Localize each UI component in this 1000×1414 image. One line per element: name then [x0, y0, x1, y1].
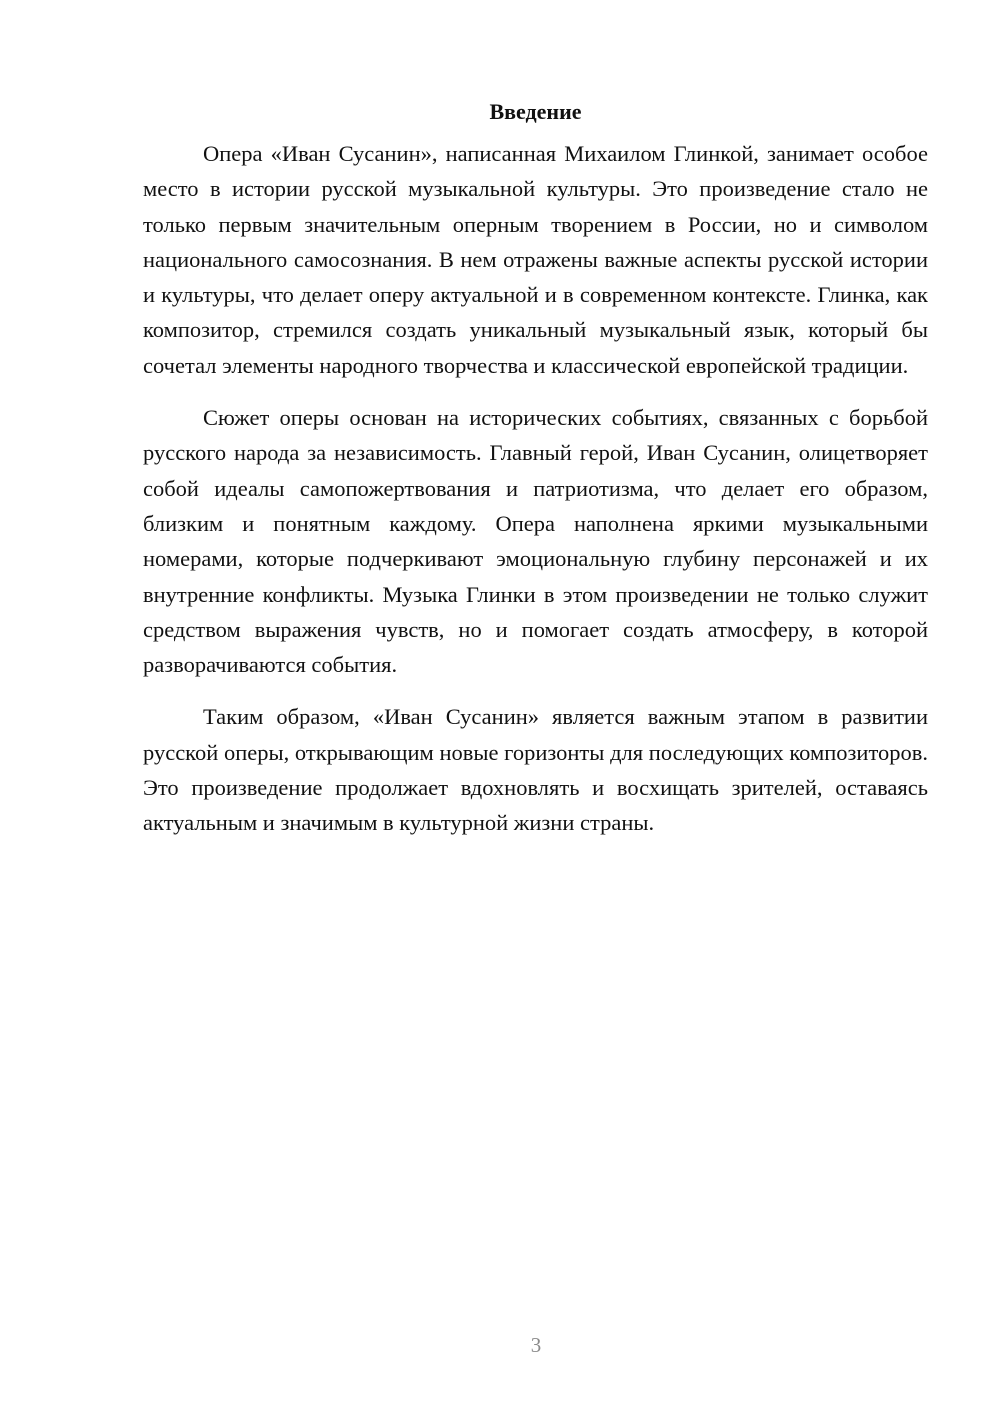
- paragraph-conclusion: Таким образом, «Иван Сусанин» является важным этапом в развитии русской оперы, открывающим новые горизонты для последующих композиторов. Это произведение продолжает вдохновлять и восхищать зрителей, оставаясь актуальным и значимым в культурной жизни страны.: [143, 704, 928, 836]
- page-number: 3: [530, 1333, 542, 1357]
- page-content: [143, 96, 928, 858]
- paragraph-plot: Сюжет оперы основан на исторических событиях, связанных с борьбой русского народа за независимость. Главный герой, Иван Сусанин, олицетворяет собой идеалы самопожертвования и патриотизма, что делает его образом, близким и понятным каждому. Опера наполнена яркими музыкальными номерами, которые подчеркивают эмоциональную глубину персонажей и их внутренние конфликты. Музыка Глинки в этом произведении не только служит средством выражения чувств, но и помогает создать атмосферу, в которой разворачиваются события.: [143, 405, 928, 678]
- section-title: Введение: [489, 99, 582, 124]
- paragraph-intro: Опера «Иван Сусанин», написанная Михаилом Глинкой, занимает особое место в истории русской музыкальной культуры. Это произведение стало не только первым значительным оперным творением в России, но и символом национального самосознания. В нем отражены важные аспекты русской истории и культуры, что делает оперу актуальной и в современном контексте. Глинка, как композитор, стремился создать уникальный музыкальный язык, который бы сочетал элементы народного творчества и классической европейской традиции.: [143, 141, 928, 378]
